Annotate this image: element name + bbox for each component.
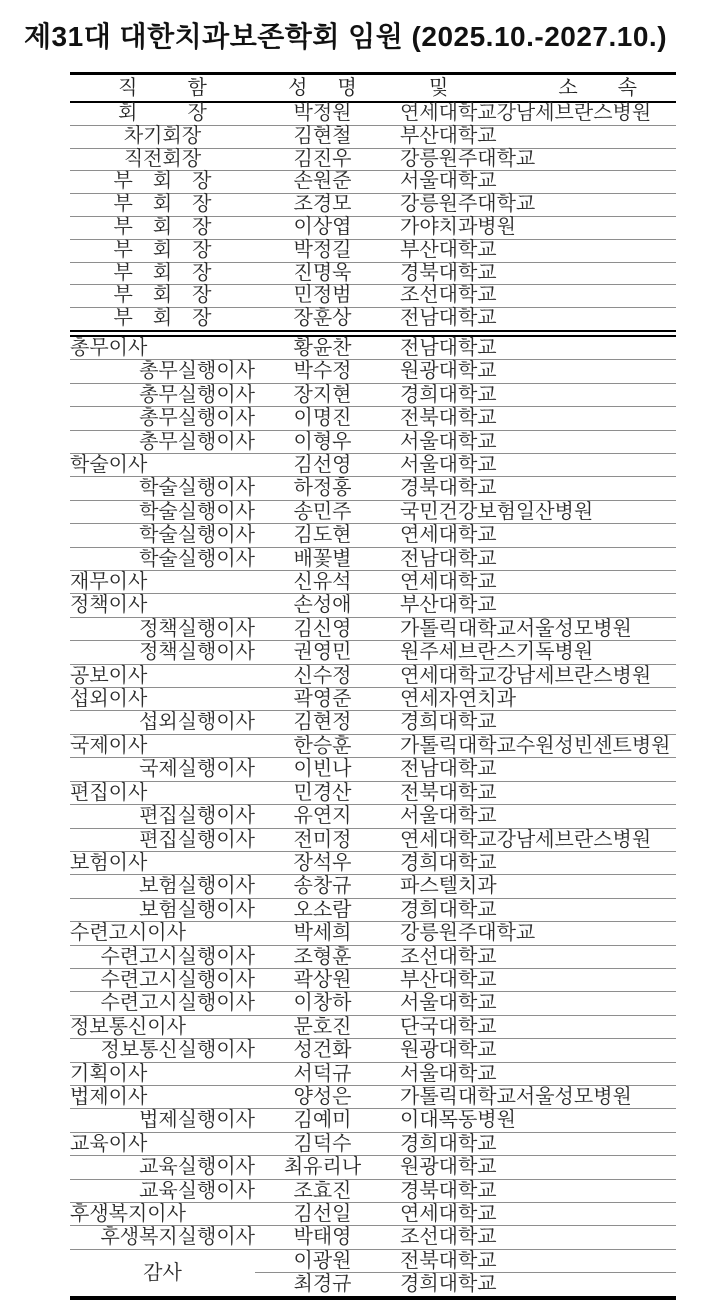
position-cell: 회 장 (70, 102, 255, 125)
name-cell: 양성은 (255, 1085, 390, 1108)
page-title: 제31대 대한치과보존학회 임원 (2025.10.-2027.10.) (24, 21, 668, 52)
affiliation-cell: 부산대학교 (390, 968, 676, 991)
affiliation-cell: 원광대학교 (390, 1039, 676, 1062)
affiliation-cell: 조선대학교 (390, 945, 676, 968)
position-cell: 학술실행이사 (70, 524, 255, 547)
table-row (70, 1226, 676, 1249)
affiliation-cell: 서울대학교 (390, 430, 676, 453)
name-cell: 장석우 (255, 851, 390, 874)
table-row (70, 758, 676, 781)
name-cell: 김선일 (255, 1203, 390, 1226)
table-row (70, 664, 676, 687)
affiliation-cell: 서울대학교 (390, 1062, 676, 1085)
position-cell: 섭외이사 (70, 688, 255, 711)
affiliation-cell: 가야치과병원 (390, 216, 676, 239)
affiliation-cell: 강릉원주대학교 (390, 922, 676, 945)
position-cell: 교육이사 (70, 1132, 255, 1155)
name-cell: 박정길 (255, 239, 390, 262)
position-cell: 재무이사 (70, 571, 255, 594)
name-cell: 조형훈 (255, 945, 390, 968)
position-cell: 정책이사 (70, 594, 255, 617)
position-cell: 총무실행이사 (70, 383, 255, 406)
affiliation-cell: 국민건강보험일산병원 (390, 500, 676, 523)
name-cell: 이형우 (255, 430, 390, 453)
table-row (70, 194, 676, 217)
table-row (70, 500, 676, 523)
affiliation-cell: 전남대학교 (390, 547, 676, 570)
position-cell: 총무실행이사 (70, 430, 255, 453)
table-row (70, 262, 676, 285)
name-cell: 배꽃별 (255, 547, 390, 570)
table-row (70, 711, 676, 734)
position-cell: 수련고시실행이사 (70, 968, 255, 991)
table-row (70, 571, 676, 594)
affiliation-cell: 경희대학교 (390, 851, 676, 874)
position-cell: 학술실행이사 (70, 547, 255, 570)
position-cell: 수련고시이사 (70, 922, 255, 945)
name-cell: 조경모 (255, 194, 390, 217)
name-cell: 김선영 (255, 454, 390, 477)
position-cell: 보험실행이사 (70, 875, 255, 898)
position-cell: 정보통신이사 (70, 1015, 255, 1038)
table-row (70, 285, 676, 308)
position-cell: 후생복지이사 (70, 1203, 255, 1226)
table-row (70, 308, 676, 334)
table-row (70, 805, 676, 828)
name-cell: 이명진 (255, 407, 390, 430)
table-row (70, 922, 676, 945)
col-header-affiliation: 및 소 속 (390, 74, 676, 103)
position-cell: 총무실행이사 (70, 407, 255, 430)
name-cell: 김진우 (255, 148, 390, 171)
name-cell: 서덕규 (255, 1062, 390, 1085)
affiliation-cell: 전남대학교 (390, 308, 676, 334)
affiliation-cell: 전북대학교 (390, 781, 676, 804)
table-row (70, 102, 676, 125)
name-cell: 김현정 (255, 711, 390, 734)
position-cell: 편집실행이사 (70, 828, 255, 851)
affiliation-cell: 경북대학교 (390, 1179, 676, 1202)
name-cell: 신수정 (255, 664, 390, 687)
position-cell: 부 회 장 (70, 171, 255, 194)
affiliation-cell: 전남대학교 (390, 758, 676, 781)
position-cell: 보험실행이사 (70, 898, 255, 921)
name-cell: 이빈나 (255, 758, 390, 781)
affiliation-cell: 경희대학교 (390, 383, 676, 406)
position-cell: 부 회 장 (70, 194, 255, 217)
position-cell: 총무이사 (70, 333, 255, 359)
name-cell: 김신영 (255, 617, 390, 640)
position-cell: 수련고시실행이사 (70, 945, 255, 968)
affiliation-cell: 연세자연치과 (390, 688, 676, 711)
affiliation-cell: 경북대학교 (390, 262, 676, 285)
affiliation-cell: 원광대학교 (390, 1156, 676, 1179)
affiliation-cell: 서울대학교 (390, 805, 676, 828)
name-cell: 민경산 (255, 781, 390, 804)
affiliation-cell: 연세대학교 (390, 1203, 676, 1226)
name-cell: 황윤찬 (255, 333, 390, 359)
table-row (70, 125, 676, 148)
position-cell: 부 회 장 (70, 239, 255, 262)
table-row (70, 992, 676, 1015)
name-cell: 하정홍 (255, 477, 390, 500)
name-cell: 박정원 (255, 102, 390, 125)
table-body (70, 102, 676, 1298)
table-row (70, 454, 676, 477)
affiliation-cell: 서울대학교 (390, 454, 676, 477)
position-cell: 부 회 장 (70, 308, 255, 334)
position-cell: 학술이사 (70, 454, 255, 477)
position-cell: 편집실행이사 (70, 805, 255, 828)
affiliation-cell: 연세대학교강남세브란스병원 (390, 828, 676, 851)
position-cell: 총무실행이사 (70, 360, 255, 383)
position-cell: 부 회 장 (70, 262, 255, 285)
affiliation-cell: 연세대학교강남세브란스병원 (390, 664, 676, 687)
affiliation-cell: 경북대학교 (390, 477, 676, 500)
position-cell: 부 회 장 (70, 285, 255, 308)
name-cell: 김덕수 (255, 1132, 390, 1155)
affiliation-cell: 부산대학교 (390, 125, 676, 148)
table-row (70, 171, 676, 194)
name-cell: 박수정 (255, 360, 390, 383)
table-row (70, 333, 676, 359)
table-row (70, 239, 676, 262)
name-cell: 전미정 (255, 828, 390, 851)
affiliation-cell: 강릉원주대학교 (390, 194, 676, 217)
col-header-position: 직 함 (70, 74, 255, 103)
table-row (70, 617, 676, 640)
table-row (70, 1179, 676, 1202)
table-row (70, 945, 676, 968)
name-cell: 곽영준 (255, 688, 390, 711)
name-cell: 박세희 (255, 922, 390, 945)
table-row (70, 851, 676, 874)
name-cell: 박태영 (255, 1226, 390, 1249)
affiliation-cell: 서울대학교 (390, 992, 676, 1015)
position-cell: 후생복지실행이사 (70, 1226, 255, 1249)
affiliation-cell: 경희대학교 (390, 711, 676, 734)
name-cell: 오소람 (255, 898, 390, 921)
name-cell: 김도현 (255, 524, 390, 547)
name-cell: 권영민 (255, 641, 390, 664)
table-row (70, 383, 676, 406)
name-cell: 최유리나 (255, 1156, 390, 1179)
table-row (70, 407, 676, 430)
position-cell: 섭외실행이사 (70, 711, 255, 734)
name-cell: 한승훈 (255, 734, 390, 757)
table-row (70, 1109, 676, 1132)
name-cell: 민정범 (255, 285, 390, 308)
position-cell: 수련고시실행이사 (70, 992, 255, 1015)
affiliation-cell: 가톨릭대학교수원성빈센트병원 (390, 734, 676, 757)
name-cell: 곽상원 (255, 968, 390, 991)
affiliation-cell: 조선대학교 (390, 1226, 676, 1249)
table-row (70, 547, 676, 570)
table-row (70, 430, 676, 453)
affiliation-cell: 연세대학교 (390, 524, 676, 547)
name-cell: 신유석 (255, 571, 390, 594)
affiliation-cell: 가톨릭대학교서울성모병원 (390, 617, 676, 640)
table-row (70, 1156, 676, 1179)
position-cell: 감사 (70, 1249, 255, 1297)
affiliation-cell: 연세대학교강남세브란스병원 (390, 102, 676, 125)
position-cell: 국제이사 (70, 734, 255, 757)
table-row (70, 216, 676, 239)
table-row (70, 1203, 676, 1226)
header-row (70, 74, 676, 103)
col-header-name: 성 명 (255, 74, 390, 103)
name-cell: 조효진 (255, 1179, 390, 1202)
name-cell: 문호진 (255, 1015, 390, 1038)
position-cell: 정책실행이사 (70, 617, 255, 640)
affiliation-cell: 원광대학교 (390, 360, 676, 383)
affiliation-cell: 단국대학교 (390, 1015, 676, 1038)
name-cell: 손성애 (255, 594, 390, 617)
name-cell: 성건화 (255, 1039, 390, 1062)
table-row (70, 1039, 676, 1062)
table-header (70, 74, 676, 103)
name-cell: 송민주 (255, 500, 390, 523)
affiliation-cell: 강릉원주대학교 (390, 148, 676, 171)
table-row (70, 688, 676, 711)
table-row (70, 1015, 676, 1038)
position-cell: 법제실행이사 (70, 1109, 255, 1132)
affiliation-cell: 부산대학교 (390, 594, 676, 617)
position-cell: 공보이사 (70, 664, 255, 687)
table-row (70, 360, 676, 383)
affiliation-cell: 이대목동병원 (390, 1109, 676, 1132)
affiliation-cell: 경희대학교 (390, 1132, 676, 1155)
table-row (70, 594, 676, 617)
table-row (70, 734, 676, 757)
table-row (70, 828, 676, 851)
affiliation-cell: 경희대학교 (390, 898, 676, 921)
position-cell: 학술실행이사 (70, 500, 255, 523)
affiliation-cell: 전북대학교 (390, 1249, 676, 1272)
table-row (70, 968, 676, 991)
position-cell: 편집이사 (70, 781, 255, 804)
name-cell: 이창하 (255, 992, 390, 1015)
name-cell: 장지현 (255, 383, 390, 406)
name-cell: 진명욱 (255, 262, 390, 285)
table-row (70, 477, 676, 500)
table-row (70, 1249, 676, 1272)
name-cell: 김현철 (255, 125, 390, 148)
table-row (70, 1085, 676, 1108)
position-cell: 직전회장 (70, 148, 255, 171)
name-cell: 최경규 (255, 1273, 390, 1298)
position-cell: 국제실행이사 (70, 758, 255, 781)
officers-table (70, 72, 676, 1300)
position-cell: 교육실행이사 (70, 1156, 255, 1179)
name-cell: 이상엽 (255, 216, 390, 239)
affiliation-cell: 부산대학교 (390, 239, 676, 262)
name-cell: 손원준 (255, 171, 390, 194)
position-cell: 차기회장 (70, 125, 255, 148)
affiliation-cell: 원주세브란스기독병원 (390, 641, 676, 664)
position-cell: 정보통신실행이사 (70, 1039, 255, 1062)
table-row (70, 641, 676, 664)
table-row (70, 1062, 676, 1085)
affiliation-cell: 경희대학교 (390, 1273, 676, 1298)
table-row (70, 148, 676, 171)
position-cell: 기획이사 (70, 1062, 255, 1085)
position-cell: 교육실행이사 (70, 1179, 255, 1202)
affiliation-cell: 파스텔치과 (390, 875, 676, 898)
table-row (70, 1132, 676, 1155)
position-cell: 학술실행이사 (70, 477, 255, 500)
affiliation-cell: 서울대학교 (390, 171, 676, 194)
affiliation-cell: 조선대학교 (390, 285, 676, 308)
affiliation-cell: 가톨릭대학교서울성모병원 (390, 1085, 676, 1108)
affiliation-cell: 전남대학교 (390, 333, 676, 359)
name-cell: 장훈상 (255, 308, 390, 334)
name-cell: 유연지 (255, 805, 390, 828)
name-cell: 송창규 (255, 875, 390, 898)
table-row (70, 898, 676, 921)
position-cell: 정책실행이사 (70, 641, 255, 664)
name-cell: 이광원 (255, 1249, 390, 1272)
name-cell: 김예미 (255, 1109, 390, 1132)
affiliation-cell: 연세대학교 (390, 571, 676, 594)
position-cell: 부 회 장 (70, 216, 255, 239)
table-row (70, 781, 676, 804)
affiliation-cell: 전북대학교 (390, 407, 676, 430)
position-cell: 보험이사 (70, 851, 255, 874)
table-row (70, 524, 676, 547)
table-row (70, 875, 676, 898)
position-cell: 법제이사 (70, 1085, 255, 1108)
